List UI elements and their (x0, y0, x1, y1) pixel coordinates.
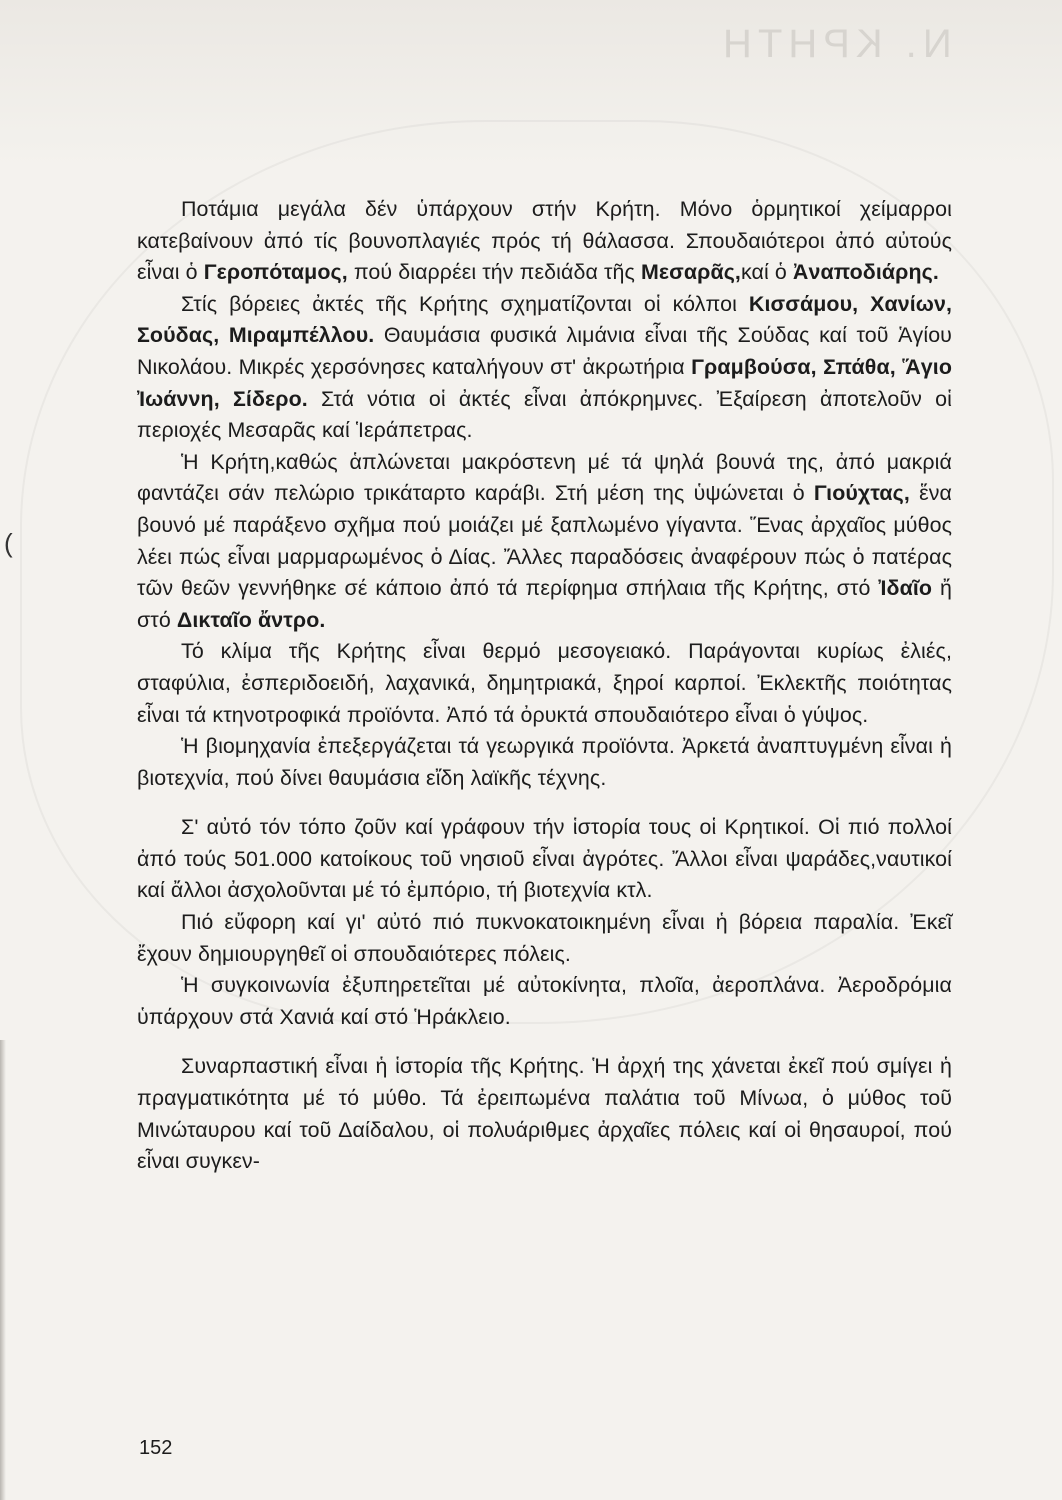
bold-term: Δικταῖο ἄντρο. (176, 607, 326, 632)
text-run: Πιό εὔφορη καί γι' αὐτό πιό πυκνοκατοικημένη εἶναι ἡ βόρεια παραλία. Ἐκεῖ ἔχουν δημιουργηθεῖ οἱ σπουδαιότερες πόλεις. (137, 910, 952, 966)
text-run: καί ὁ (740, 260, 793, 285)
paragraph-transport (137, 970, 952, 1033)
text-run: Σ' αὐτό τόν τόπο ζοῦν καί γράφουν τήν ἱστορία τους οἱ Κρητικοί. Οἱ πιό πολλοί ἀπό τούς 501.000 κατοίκους τοῦ νησιοῦ εἶναι ἀγρότες. Ἄλλοι εἶναι ψαράδες,ναυτικοί καί ἄλλοι ἀσχολοῦνται μέ τό ἐμπόριο, τή βιοτεχνία κτλ. (137, 815, 952, 903)
body-text (137, 194, 952, 1178)
show-through-title: Ν. ΚΡΗΤΗ (717, 22, 952, 66)
paragraph-mountains (137, 447, 952, 637)
paragraph-population (137, 812, 952, 907)
paragraph-history (137, 1051, 952, 1177)
text-run: ἕνα βουνό μέ παράξενο σχῆμα πού μοιάζει μέ ξαπλωμένο γίγαντα. Ἕνας ἀρχαῖος μύθος λέει πώς εἶναι μαρμαρωμένος ὁ Δίας. Ἄλλες παραδόσεις ἀναφέρουν πώς ὁ πατέρας τῶν θεῶν γεννήθηκε σέ κάποιο ἀπό τά περίφημα σπήλαια τῆς Κρήτης, στό (137, 481, 952, 601)
bold-term: Μεσαρᾶς, (640, 260, 741, 285)
page-number: 152 (139, 1437, 173, 1459)
text-run: Στίς βόρειες ἀκτές τῆς Κρήτης σχηματίζονται οἱ κόλποι (181, 291, 749, 316)
text-run: πού διαρρέει τήν πεδιάδα τῆς (347, 260, 641, 285)
text-run: Θαυμάσια φυσικά λιμάνια εἶναι τῆς Σούδας καί τοῦ Ἁγίου Νικολάου. Μικρές χερσόνησες καταλήγουν στ' ἀκρωτήρια (137, 323, 952, 379)
bold-term: Γραμβούσα, Σπάθα, Ἅγιο Ἰωάννη, Σίδερο. (137, 354, 952, 411)
paragraph-coasts (137, 289, 952, 447)
text-run: Συναρπαστική εἶναι ἡ ἱστορία τῆς Κρήτης. Ἡ ἀρχή της χάνεται ἐκεῖ πού σμίγει ἡ πραγματικότητα μέ τό μύθο. Τά ἐρειπωμένα παλάτια τοῦ Μίνωα, ὁ μύθος τοῦ Μινώταυρου καί τοῦ Δαίδαλου, οἱ πολυάριθμες ἀρχαῖες πόλεις καί οἱ θησαυροί, πού εἶναι συγκεν- (137, 1054, 952, 1174)
text-run: Ποτάμια μεγάλα δέν ὑπάρχουν στήν Κρήτη. Μόνο ὁρμητικοί χείμαρροι κατεβαίνουν ἀπό τίς βουνοπλαγιές πρός τή θάλασσα. Σπουδαιότεροι ἀπό αὐτούς εἶναι ὁ (137, 197, 952, 285)
text-run: Στά νότια οἱ ἀκτές εἶναι ἀπόκρημνες. Ἐξαίρεση ἀποτελοῦν οἱ περιοχές Μεσαρᾶς καί Ἱεράπετρας. (137, 386, 952, 443)
text-run: Ἡ συγκοινωνία ἐξυπηρετεῖται μέ αὐτοκίνητα, πλοῖα, ἀεροπλάνα. Ἀεροδρόμια ὑπάρχουν στά Χανιά καί στό Ἡράκλειο. (137, 973, 952, 1029)
paragraph-rivers (137, 194, 952, 289)
text-run: ἤ στό (137, 576, 952, 632)
text-run: Ἡ Κρήτη,καθώς ἁπλώνεται μακρόστενη μέ τά ψηλά βουνά της, ἀπό μακριά φαντάζει σάν πελώριο τρικάταρτο καράβι. Στή μέση της ὑψώνεται ὁ (137, 449, 952, 506)
bold-term: Κισσάμου, Χανίων, Σούδας, Μιραμπέλλου. (137, 291, 952, 348)
bold-term: Ἰδαῖο (878, 576, 933, 601)
binding-edge-shadow (0, 1040, 6, 1500)
text-run: Ἡ βιομηχανία ἐπεξεργάζεται τά γεωργικά προϊόντα. Ἀρκετά ἀναπτυγμένη εἶναι ἡ βιοτεχνία, πού δίνει θαυμάσια εἴδη λαϊκῆς τέχνης. (137, 734, 952, 790)
paragraph-industry (137, 731, 952, 794)
paragraph-climate (137, 636, 952, 731)
bold-term: Ἀναποδιάρης. (792, 260, 939, 285)
paragraph-north-coast (137, 907, 952, 970)
bold-term: Γιούχτας, (813, 481, 910, 506)
margin-bracket-mark: ( (4, 528, 13, 558)
bold-term: Γεροπόταμος, (203, 260, 348, 285)
text-run: Τό κλίμα τῆς Κρήτης εἶναι θερμό μεσογειακό. Παράγονται κυρίως ἐλιές, σταφύλια, ἐσπεριδοειδή, λαχανικά, δημητριακά, ξηροί καρποί. Ἐκλεκτῆς ποιότητας εἶναι τά κτηνοτροφικά προϊόντα. Ἀπό τά ὀρυκτά σπουδαιότερο εἶναι ὁ γύψος. (137, 639, 952, 727)
